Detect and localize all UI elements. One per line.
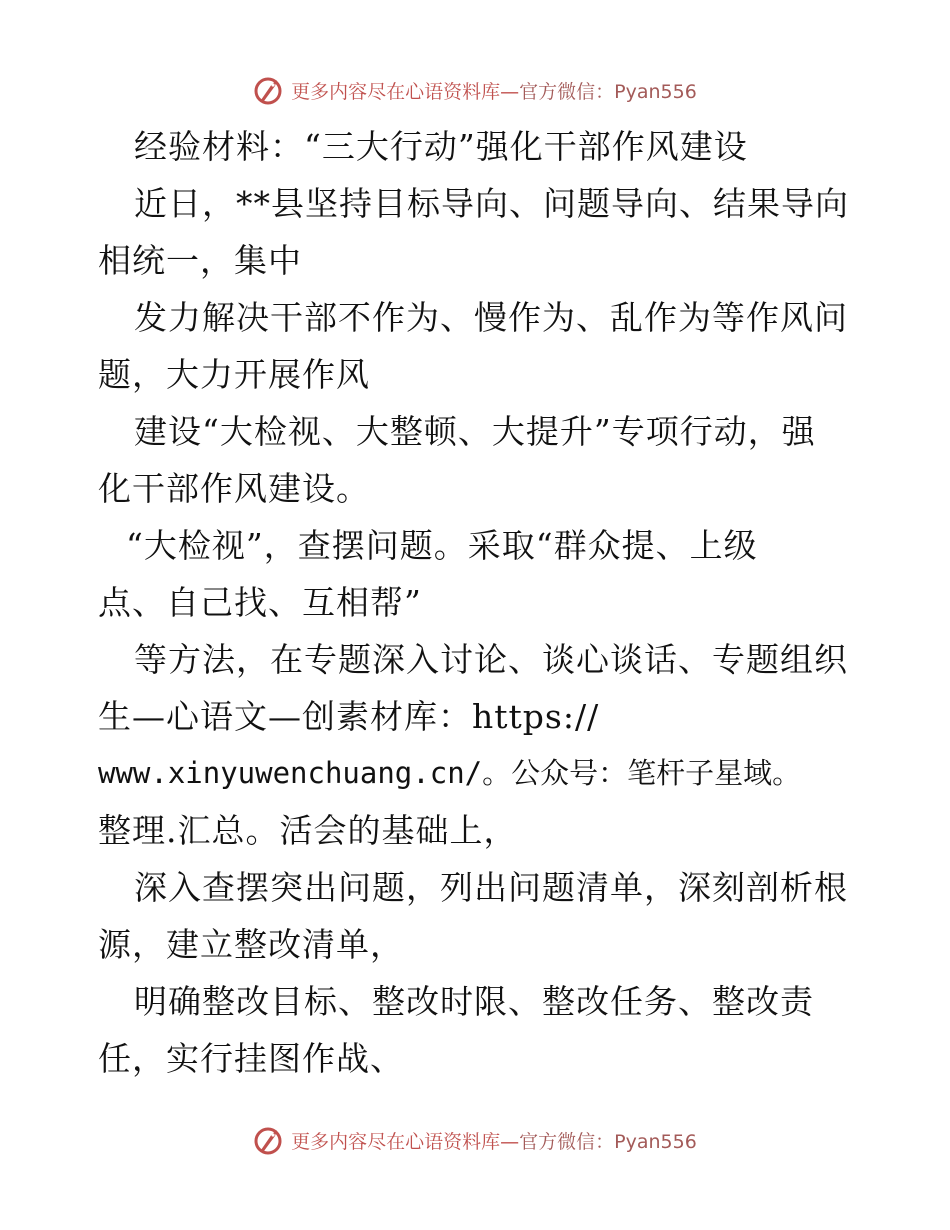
footer-banner-text: 更多内容尽在心语资料库—官方微信：Pyan556 bbox=[291, 1130, 697, 1153]
paragraph-line: 化干部作风建设。 bbox=[98, 469, 370, 508]
document-body bbox=[98, 118, 858, 1087]
pen-nib-circle-icon bbox=[253, 1124, 285, 1156]
paragraph-line: 建设“大检视、大整顿、大提升”专项行动，强 bbox=[134, 412, 816, 451]
paragraph-line: 点、自己找、互相帮” bbox=[98, 583, 422, 622]
paragraph-line: 近日，**县坚持目标导向、问题导向、结果导向 bbox=[134, 184, 849, 223]
paragraph-line: 整理.汇总。活会的基础上， bbox=[98, 811, 518, 850]
header-banner bbox=[0, 70, 950, 110]
paragraph-line: 等方法，在专题深入讨论、谈心谈话、专题组织 bbox=[134, 640, 848, 679]
document-title: 经验材料：“三大行动”强化干部作风建设 bbox=[134, 127, 748, 166]
paragraph-line: 发力解决干部不作为、慢作为、乱作为等作风问 bbox=[134, 298, 848, 337]
paragraph-line: 题，大力开展作风 bbox=[98, 355, 370, 394]
paragraph-line: “大检视”，查摆问题。采取“群众提、上级 bbox=[126, 526, 758, 565]
paragraph-line: 明确整改目标、整改时限、整改任务、整改责 bbox=[134, 982, 814, 1021]
paragraph-line: 任，实行挂图作战、 bbox=[98, 1039, 404, 1078]
footer-banner bbox=[0, 1120, 950, 1160]
paragraph-line: 源，建立整改清单， bbox=[98, 925, 404, 964]
paragraph-line: www.xinyuwenchuang.cn/。公众号：笔杆子星域。 bbox=[98, 756, 802, 790]
paragraph-line: 深入查摆突出问题，列出问题清单，深刻剖析根 bbox=[134, 868, 848, 907]
header-banner-text: 更多内容尽在心语资料库—官方微信：Pyan556 bbox=[291, 80, 697, 103]
paragraph-line: 生—心语文—创素材库：https:// bbox=[98, 697, 600, 736]
pen-nib-circle-icon bbox=[253, 74, 285, 106]
paragraph-line: 相统一，集中 bbox=[98, 241, 302, 280]
